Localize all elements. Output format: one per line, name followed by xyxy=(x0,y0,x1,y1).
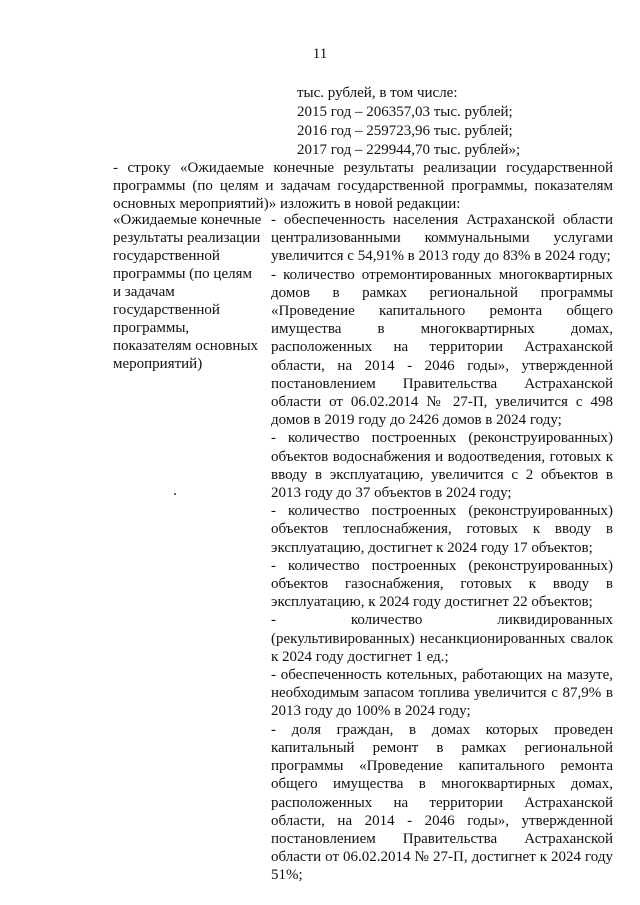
cost-breakdown xyxy=(297,84,597,160)
scan-speck xyxy=(174,493,176,495)
expected-results-list xyxy=(271,211,613,885)
result-item-boiler-fuel: - обеспеченность котельных, работающих на мазуте, необходимым запасом топлива увеличится с 87,9% в 2013 году до 100% в 2024 году; xyxy=(271,667,613,720)
result-item-citizens-share: - доля граждан, в домах которых проведен капитальный ремонт в рамках региональной программы «Проведение капитального ремонта общего имущества в многоквартирных домах, расположенных на территории Астраханской области, на 2014 - 2046 годы», утвержденной постановлением Правительства Астраханской области от 06.02.2014 № 27-П, достигнет к 2024 году 51%; xyxy=(271,721,613,884)
amendment-intro: - строку «Ожидаемые конечные результаты реализации государственной программы (по целям и задачам государственной программы, показателям основных мероприятий)» изложить в новой редакции: xyxy=(113,160,613,212)
cost-line-total: тыс. рублей, в том числе: xyxy=(297,85,458,101)
row-label-expected-results: «Ожидаемые конечные результаты реализации государственной программы (по целям и задачам государственной программы, показателям основных мероприятий) xyxy=(113,212,262,372)
result-item-landfills: - количество ликвидированных (рекультивированных) несанкционированных свалок к 2024 году достигнет 1 ед.; xyxy=(271,612,613,665)
result-item-gas-objects: - количество построенных (реконструированных) объектов газоснабжения, готовых к вводу в эксплуатацию, к 2024 году достигнет 22 объектов; xyxy=(271,557,613,611)
cost-line-2015: 2015 год – 206357,03 тыс. рублей; xyxy=(297,104,513,120)
result-item-water-objects: - количество построенных (реконструированных) объектов водоснабжения и водоотведения, готовых к вводу в эксплуатацию, увеличится с 2 объектов в 2013 году до 37 объектов в 2024 году; xyxy=(271,430,613,502)
result-item-utilities: - обеспеченность населения Астраханской области централизованными коммунальными услугами увеличится с 54,91% в 2013 году до 83% в 2024 году; xyxy=(271,212,613,265)
page-number: 11 xyxy=(312,46,328,62)
result-item-heat-objects: - количество построенных (реконструированных) объектов теплоснабжения, готовых к вводу в эксплуатацию, достигнет к 2024 году 17 объектов; xyxy=(271,503,613,556)
result-item-repaired-houses: - количество отремонтированных многоквартирных домов в рамках региональной программы «Проведение капитального ремонта общего имущества в многоквартирных домах, расположенных на территории Астраханской области, на 2014 - 2046 годы», утвержденной постановлением Правительства Астраханской области от 06.02.2014 № 27-П, увеличится с 498 домов в 2019 году до 2426 домов в 2024 году; xyxy=(271,266,613,429)
cost-line-2016: 2016 год – 259723,96 тыс. рублей; xyxy=(297,123,513,139)
cost-line-2017: 2017 год – 229944,70 тыс. рублей»; xyxy=(297,142,521,158)
